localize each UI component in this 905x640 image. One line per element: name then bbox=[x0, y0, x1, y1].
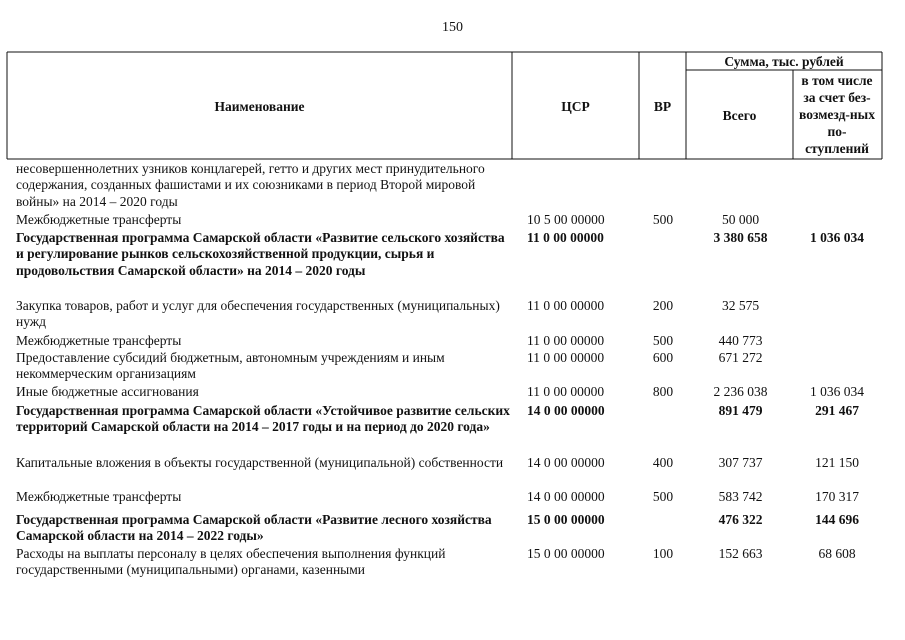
row-8-name: Капитальные вложения в объекты государственной (муниципальной) собственности bbox=[16, 455, 504, 470]
row-2-csr: 11 0 00 00000 bbox=[527, 230, 604, 245]
row-10-name: Государственная программа Самарской области «Развитие лесного хозяйства Самарской области на 2014 – 2022 годы» bbox=[16, 512, 492, 544]
row-2-name: Государственная программа Самарской области «Развитие сельского хозяйства и регулирование рынков сельскохозяйственной продукции, сырья и продовольствия Самарской области» на 2014 – 2020 годы bbox=[16, 230, 505, 278]
header-total: Всего bbox=[722, 108, 757, 123]
row-1-total: 50 000 bbox=[721, 212, 760, 227]
row-7-total: 891 479 bbox=[718, 403, 763, 418]
row-4-vr: 500 bbox=[652, 333, 674, 348]
row-3-name: Закупка товаров, работ и услуг для обеспечения государственных (муниципальных) нужд bbox=[16, 298, 500, 330]
row-9-csr: 14 0 00 00000 bbox=[527, 489, 605, 504]
row-6-csr: 11 0 00 00000 bbox=[527, 384, 605, 399]
row-5-csr: 11 0 00 00000 bbox=[527, 350, 605, 365]
row-5-name: Предоставление субсидий бюджетным, автономным учреждениям и иным некоммерческим организациям bbox=[16, 350, 445, 382]
row-0-name: несовершеннолетних узников концлагерей, гетто и других мест принудительного содержания, созданных фашистами и их союзниками в период Второй мировой войны» на 2014 – 2020 годы bbox=[16, 161, 485, 209]
row-9-name: Межбюджетные трансферты bbox=[16, 489, 182, 504]
row-7-csr: 14 0 00 00000 bbox=[527, 403, 605, 418]
row-6-total: 2 236 038 bbox=[713, 384, 768, 399]
row-8-csr: 14 0 00 00000 bbox=[527, 455, 605, 470]
row-2-total: 3 380 658 bbox=[713, 230, 768, 245]
row-4-name: Межбюджетные трансферты bbox=[16, 333, 182, 348]
row-6-name: Иные бюджетные ассигнования bbox=[16, 384, 199, 399]
row-5-total: 671 272 bbox=[718, 350, 763, 365]
row-4-total: 440 773 bbox=[718, 333, 763, 348]
row-1-name: Межбюджетные трансферты bbox=[16, 212, 182, 227]
row-9-total: 583 742 bbox=[718, 489, 763, 504]
row-3-csr: 11 0 00 00000 bbox=[527, 298, 605, 313]
row-3-total: 32 575 bbox=[721, 298, 760, 313]
row-11-free: 68 608 bbox=[818, 546, 856, 561]
header-csr: ЦСР bbox=[561, 99, 590, 114]
row-7-name: Государственная программа Самарской области «Устойчивое развитие сельских территорий Самарской области на 2014 – 2017 годы и на период до 2020 года» bbox=[16, 403, 510, 435]
header-free: в том числе за счет без-возмезд-ных по-ступлений bbox=[799, 73, 875, 156]
row-11-total: 152 663 bbox=[718, 546, 763, 561]
row-1-csr: 10 5 00 00000 bbox=[527, 212, 605, 227]
row-10-total: 476 322 bbox=[718, 512, 763, 527]
page-number: 150 bbox=[442, 20, 463, 35]
row-11-name: Расходы на выплаты персоналу в целях обеспечения выполнения функций государственными (муниципальными) органами, казенными bbox=[16, 546, 446, 578]
row-1-vr: 500 bbox=[652, 212, 674, 227]
row-2-free: 1 036 034 bbox=[810, 230, 864, 245]
row-3-vr: 200 bbox=[652, 298, 674, 313]
header-name: Наименование bbox=[214, 99, 305, 114]
row-7-free: 291 467 bbox=[815, 403, 859, 418]
row-6-free: 1 036 034 bbox=[810, 384, 864, 399]
header-vr: ВР bbox=[653, 99, 672, 114]
row-11-csr: 15 0 00 00000 bbox=[527, 546, 605, 561]
row-9-vr: 500 bbox=[652, 489, 674, 504]
row-5-vr: 600 bbox=[652, 350, 674, 365]
row-8-total: 307 737 bbox=[718, 455, 763, 470]
row-10-csr: 15 0 00 00000 bbox=[527, 512, 605, 527]
row-11-vr: 100 bbox=[652, 546, 674, 561]
row-9-free: 170 317 bbox=[815, 489, 859, 504]
row-10-free: 144 696 bbox=[815, 512, 859, 527]
row-6-vr: 800 bbox=[652, 384, 674, 399]
header-sum: Сумма, тыс. рублей bbox=[724, 54, 844, 69]
row-8-vr: 400 bbox=[652, 455, 674, 470]
row-8-free: 121 150 bbox=[815, 455, 859, 470]
row-4-csr: 11 0 00 00000 bbox=[527, 333, 605, 348]
